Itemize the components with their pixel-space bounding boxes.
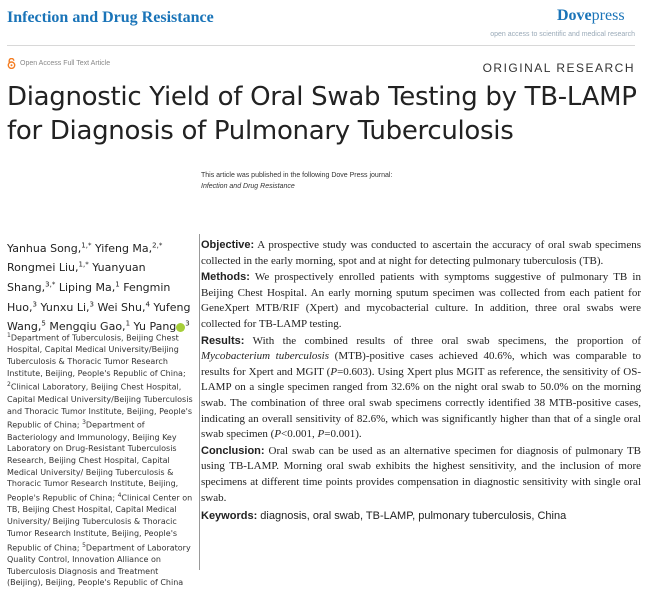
publisher-logo-rest: press [591,7,625,24]
abstract-keywords: Keywords: diagnosis, oral swab, TB-LAMP, pulmonary tuberculosis, China [201,510,567,523]
publication-note-line: This article was published in the following Dove Press journal: [201,172,393,179]
open-access-text: Open Access Full Text Article [20,60,111,67]
affiliation: Clinical Laboratory, Beijing Chest Hospital, Capital Medical University/Beijing Tuberculosis and Thoracic Tumor Institute, Beijing, People's Republic of China; [7,383,193,430]
publisher-logo-bold: Dove [557,7,592,24]
author[interactable]: Yunxu Li,$^3$ [36,299,94,314]
affiliation: Clinical Center on TB, Beijing Chest Hospital, Capital Medical University/ Beijing Tuberculosis & Thoracic Tumor Research Institute, Beijing, People's Republic of China; [7,493,193,553]
publication-note-journal: Infection and Drug Resistance [201,183,295,190]
author[interactable]: Yuanyuan Shang,$^{3,*}$ [7,261,146,294]
journal-name[interactable]: Infection and Drug Resistance [7,9,214,26]
open-access-label [7,58,110,69]
abstract-objective: Objective: A prospective study was conducted to ascertain the accuracy of oral swab specimens collected in the early morning, spot and at night for detecting pulmonary tuberculosis (TB). [201,239,641,267]
author[interactable]: Liping Ma,$^1$ [55,280,120,294]
column-divider [199,234,200,570]
author[interactable]: Mengqiu Gao,$^1$ [45,319,131,334]
header-divider [7,45,635,46]
author[interactable]: Yu Pang $^3$ [130,319,190,334]
publication-note [201,170,392,192]
affiliation: Department of Bacteriology and Immunology, Beijing Key Laboratory on Drug-Resistant Tuberculosis Research, Beijing Chest Hospital, Capital Medical University/ Beijing Tuberculosis & Thoracic Tumor Research Institute, Beijing, People's Republic of China; [7,420,179,503]
publisher-logo[interactable] [557,7,625,25]
author[interactable]: Yifeng Ma,$^{2,*}$ [91,241,163,255]
open-access-lock-icon [7,58,16,69]
author[interactable]: Rongmei Liu,$^{1,*}$ [7,260,89,275]
affiliation: Department of Laboratory Quality Control, Innovation Alliance on Tuberculosis Diagnosis and Treatment (Beijing), Beijing, People's Republic of China [7,543,191,588]
author[interactable]: Yanhua Song,$^{1,*}$ [7,241,92,255]
affiliation: Department of Tuberculosis, Beijing Chest Hospital, Capital Medical University/Beijing Tuberculosis & Thoracic Tumor Research Institute, Beijing, People's Republic of China; [7,333,186,378]
author-list [7,237,195,335]
abstract [201,238,641,526]
author[interactable]: Yufeng Wang,$^5$ [7,300,191,334]
abstract-conclusion: Conclusion: Oral swab can be used as an alternative specimen for diagnosis of pulmonary TB using TB-LAMP. Morning oral swab exhibits the highest sensitivity, and the inclusion of more specimens at different time points provides compensation in diagnostic sensitivity with single oral swab. [201,444,641,504]
author[interactable]: Wei Shu,$^4$ [93,299,150,314]
author[interactable]: Fengmin Huo,$^3$ [7,280,171,314]
abstract-results: Results: With the combined results of three oral swab specimens, the proportion of Mycobacterium tuberculosis (MTB)-positive cases achieved 40.6%, which was comparable to results for Xpert and MGIT (P=0.603). Using Xpert plus MGIT as reference, the sensitivity of OS-LAMP on a single specimen ranged from 32.6% on the night oral swab to 50.0% on the morning swab. The combination of three oral swab specimens correctly identified 38 MTB-positive cases, indicating an overall sensitivity of 82.6%, which was significantly higher than that of a single oral swab specimen (P<0.001, P=0.001). [201,334,642,441]
affiliations: $^1$Department of Tuberculosis, Beijing Chest Hospital, Capital Medical University/Beijing Tuberculosis & Thoracic Tumor Research Institute, Beijing, People's Republic of China; $^2$Clinical Laboratory, Beijing Chest Hospital, Capital Medical University/Beijing Tuberculosis and Thoracic Tumor Institute, Beijing, People's Republic of China; $^3$Department of Bacteriology and Immunology, Beijing Key Laboratory on Drug-Resistant Tuberculosis Research, Beijing Chest Hospital, Capital Medical University/ Beijing Tuberculosis & Thoracic Tumor Research Institute, Beijing, People's Republic of China; $^4$Clinical Center on TB, Beijing Chest Hospital, Capital Medical University/ Beijing Tuberculosis & Thoracic Tumor Research Institute, Beijing, People's Republic of China; $^5$Department of Laboratory Quality Control, Innovation Alliance on Tuberculosis Diagnosis and Treatment (Beijing), Beijing, People's Republic of China [7,332,193,588]
article-type: ORIGINAL RESEARCH [482,61,635,75]
abstract-methods: Methods: We prospectively enrolled patients with symptoms suggestive of pulmonary TB in Beijing Chest Hospital. An early morning sputum specimen was collected from each patient for GeneXpert MTB/RIF (Xpert) and mycobacterial culture. In addition, three oral swabs were collected for TB-LAMP testing. [201,271,641,330]
publisher-tagline: open access to scientific and medical research [490,31,635,38]
article-title: Diagnostic Yield of Oral Swab Testing by TB-LAMP for Diagnosis of Pulmonary Tuberculosis [7,82,637,146]
